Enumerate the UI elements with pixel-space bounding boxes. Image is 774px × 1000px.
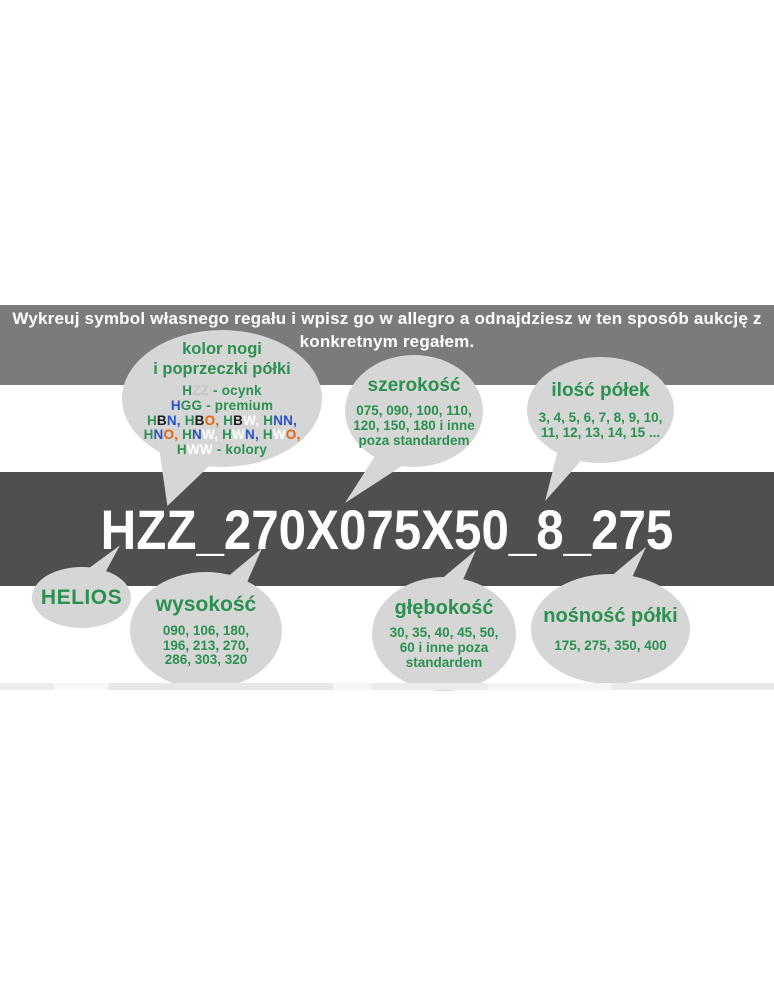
color-legend-title-line1: kolor nogi	[182, 340, 262, 358]
color-code-line: HNO, HNW, HWN, HWO,	[143, 427, 301, 443]
height-values-line: 090, 106, 180,	[162, 622, 250, 638]
color-legend-title-line2: i poprzeczki półki	[153, 360, 291, 378]
depth-values-line: 60 i inne poza	[399, 640, 489, 656]
depth-values-line: 30, 35, 40, 45, 50,	[389, 625, 499, 641]
header-text	[0, 307, 774, 353]
product-code: HZZ_270X075X50_8_275	[100, 497, 674, 561]
bubble-depth	[372, 577, 516, 691]
bubble-brand	[32, 567, 131, 628]
width-values-line: 075, 090, 100, 110,	[356, 402, 472, 418]
bubble-color-legend	[122, 330, 322, 467]
color-code-line: HZZ - ocynk	[182, 383, 262, 398]
bubble-load-capacity	[531, 574, 690, 684]
cropped-next-section-strip	[0, 683, 774, 690]
brand-label: HELIOS	[40, 585, 123, 609]
width-title: szerokość	[367, 374, 461, 396]
color-legend-title	[153, 339, 291, 379]
color-code-line: HGG - premium	[170, 397, 274, 413]
height-values-line: 286, 303, 320	[164, 652, 248, 668]
height-title: wysokość	[155, 592, 257, 616]
height-values-line: 196, 213, 270,	[162, 637, 250, 653]
header-line-1: Wykreuj symbol własnego regału i wpisz go w allegro a odnajdziesz w ten sposób aukcję z	[12, 309, 762, 328]
shelf-count-values-line: 3, 4, 5, 6, 7, 8, 9, 10,	[538, 410, 663, 425]
width-values-line: poza standardem	[358, 432, 470, 448]
load-capacity-title: nośność półki	[543, 605, 678, 627]
color-code-line: HWW - kolory	[176, 442, 268, 458]
bubble-shelf-count	[527, 357, 674, 463]
width-values-line: 120, 150, 180 i inne	[353, 417, 475, 433]
shelf-count-values-line: 11, 12, 13, 14, 15 ...	[540, 425, 661, 440]
bubble-height	[130, 572, 282, 689]
shelf-count-title: ilość półek	[551, 380, 650, 401]
bubble-width	[345, 355, 483, 467]
depth-values-line: standardem	[405, 654, 483, 670]
load-capacity-values-line: 175, 275, 350, 400	[554, 638, 667, 653]
color-code-line: HBN, HBO, HBW, HNN,	[146, 412, 298, 428]
header-line-2: konkretnym regałem.	[299, 332, 475, 351]
depth-title: głębokość	[394, 597, 494, 620]
